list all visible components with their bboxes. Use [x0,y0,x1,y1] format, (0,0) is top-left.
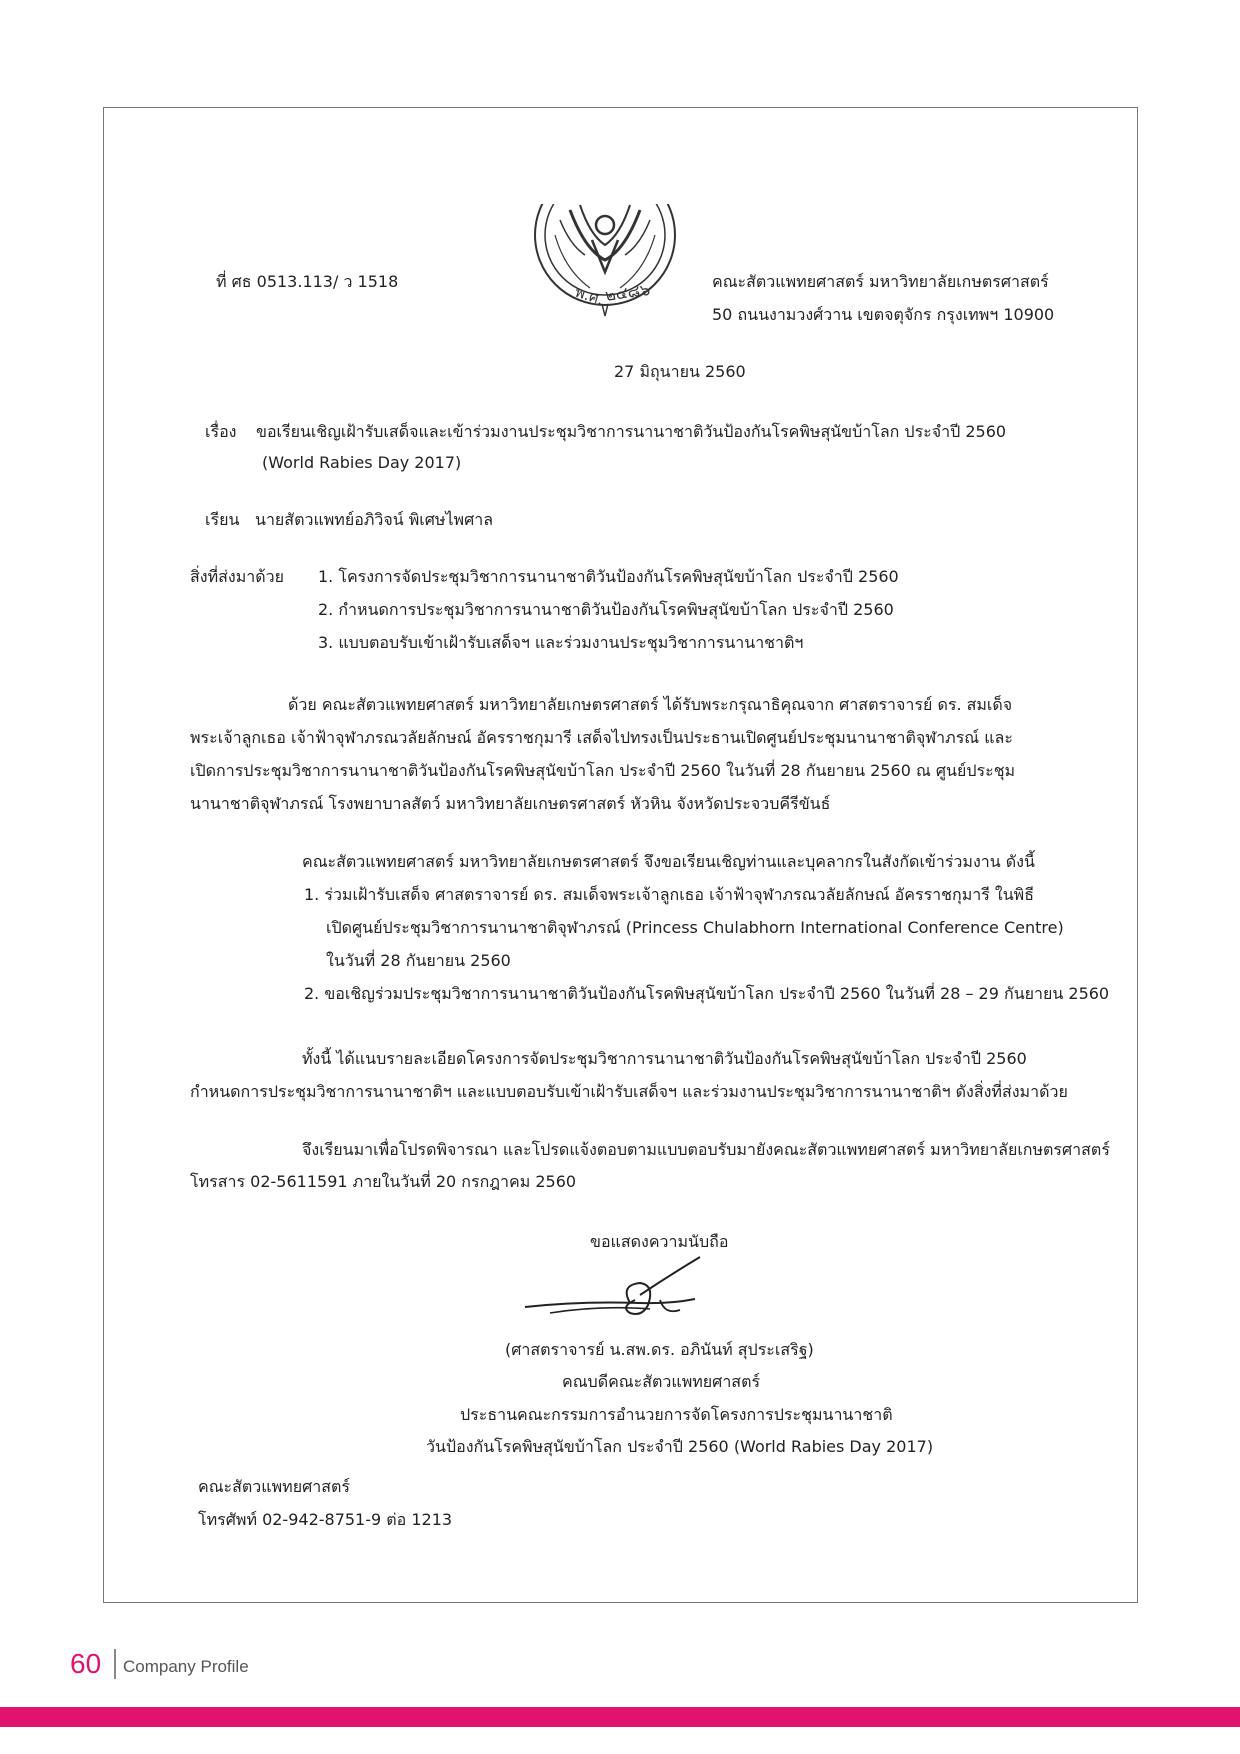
signer-title: คณบดีคณะสัตวแพทยศาสตร์ [562,1372,761,1391]
university-seal-icon [530,200,680,318]
organization-address: 50 ถนนงามวงศ์วาน เขตจตุจักร กรุงเทพฯ 10900 [712,305,1055,324]
paragraph-line: จึงเรียนมาเพื่อโปรดพิจารณา และโปรดแจ้งตอบตามแบบตอบรับมายังคณะสัตวแพทยศาสตร์ มหาวิทยาลัยเกษตรศาสตร์ [302,1140,1110,1159]
enclosure-item: 2. กำหนดการประชุมวิชาการนานาชาติวันป้องกันโรคพิษสุนัขบ้าโลก ประจำปี 2560 [318,600,894,619]
paragraph-line: นานาชาติจุฬาภรณ์ โรงพยาบาลสัตว์ มหาวิทยาลัยเกษตรศาสตร์ หัวหิน จังหวัดประจวบคีรีขันธ์ [190,794,831,813]
invitation-item: ในวันที่ 28 กันยายน 2560 [326,951,511,970]
paragraph-line: ด้วย คณะสัตวแพทยศาสตร์ มหาวิทยาลัยเกษตรศาสตร์ ได้รับพระกรุณาธิคุณจาก ศาสตราจารย์ ดร. สมเด็จ [288,695,1013,714]
subject-line: ขอเรียนเชิญเฝ้ารับเสด็จและเข้าร่วมงานประชุมวิชาการนานาชาติวันป้องกันโรคพิษสุนัขบ้าโลก ประจำปี 2560 [256,422,1007,441]
footer-divider [114,1649,116,1679]
svg-text:พ.ศ.: พ.ศ. [572,282,606,309]
organization-name: คณะสัตวแพทยศาสตร์ มหาวิทยาลัยเกษตรศาสตร์ [712,272,1049,291]
signer-title: ประธานคณะกรรมการอำนวยการจัดโครงการประชุมนานาชาติ [460,1405,893,1424]
page-number: 60 [70,1648,102,1679]
reference-number: ที่ ศธ 0513.113/ ว 1518 [216,272,399,291]
contact-department: คณะสัตวแพทยศาสตร์ [198,1477,350,1496]
invitation-item: 1. ร่วมเฝ้ารับเสด็จ ศาสตราจารย์ ดร. สมเด็จพระเจ้าลูกเธอ เจ้าฟ้าจุฬาภรณวลัยลักษณ์ อัครราชกุมารี ในพิธี [304,885,1034,904]
signer-title: วันป้องกันโรคพิษสุนัขบ้าโลก ประจำปี 2560 (World Rabies Day 2017) [426,1437,934,1456]
recipient-name: นายสัตวแพทย์อภิวิจน์ พิเศษไพศาล [255,510,494,529]
paragraph-line: ทั้งนี้ ได้แนบรายละเอียดโครงการจัดประชุมวิชาการนานาชาติวันป้องกันโรคพิษสุนัขบ้าโลก ประจำปี 2560 [302,1049,1027,1068]
invitation-item: 2. ขอเชิญร่วมประชุมวิชาการนานาชาติวันป้องกันโรคพิษสุนัขบ้าโลก ประจำปี 2560 ในวันที่ 28 – 29 กันยายน 2560 [304,984,1110,1003]
subject-label: เรื่อง [205,422,237,441]
paragraph-line: เปิดการประชุมวิชาการนานาชาติวันป้องกันโรคพิษสุนัขบ้าโลก ประจำปี 2560 ในวันที่ 28 กันยายน 2560 ณ ศูนย์ประชุม [190,761,1016,780]
paragraph-line: คณะสัตวแพทยศาสตร์ มหาวิทยาลัยเกษตรศาสตร์ จึงขอเรียนเชิญท่านและบุคลากรในสังกัดเข้าร่วมงาน ดังนี้ [302,852,1035,871]
subject-line: (World Rabies Day 2017) [262,453,462,472]
enclosures-label: สิ่งที่ส่งมาด้วย [190,567,284,586]
signature-image [520,1255,720,1335]
section-label: Company Profile [123,1657,249,1676]
contact-phone: โทรศัพท์ 02-942-8751-9 ต่อ 1213 [198,1510,453,1529]
enclosure-item: 1. โครงการจัดประชุมวิชาการนานาชาติวันป้องกันโรคพิษสุนัขบ้าโลก ประจำปี 2560 [318,567,899,586]
signer-name: (ศาสตราจารย์ น.สพ.ดร. อภินันท์ สุประเสริฐ) [505,1340,814,1359]
paragraph-line: โทรสาร 02-5611591 ภายในวันที่ 20 กรกฎาคม 2560 [190,1172,577,1191]
paragraph-line: พระเจ้าลูกเธอ เจ้าฟ้าจุฬาภรณวลัยลักษณ์ อัครราชกุมารี เสด็จไปทรงเป็นประธานเปิดศูนย์ประชุมนานาชาติจุฬาภรณ์ และ [190,728,1013,747]
recipient-label: เรียน [205,510,240,529]
footer-accent-bar [0,1707,1240,1727]
paragraph-line: กำหนดการประชุมวิชาการนานาชาติฯ และแบบตอบรับเข้าเฝ้ารับเสด็จฯ และร่วมงานประชุมวิชาการนานาชาติฯ ดังสิ่งที่ส่งมาด้วย [190,1082,1068,1101]
svg-text:๒๔๘๖: ๒๔๘๖ [603,279,652,305]
invitation-item: เปิดศูนย์ประชุมวิชาการนานาชาติจุฬาภรณ์ (Princess Chulabhorn International Conference Centre) [326,918,1064,937]
letter-date: 27 มิถุนายน 2560 [614,362,746,381]
closing-line: ขอแสดงความนับถือ [590,1232,729,1251]
enclosure-item: 3. แบบตอบรับเข้าเฝ้ารับเสด็จฯ และร่วมงานประชุมวิชาการนานาชาติฯ [318,633,804,652]
